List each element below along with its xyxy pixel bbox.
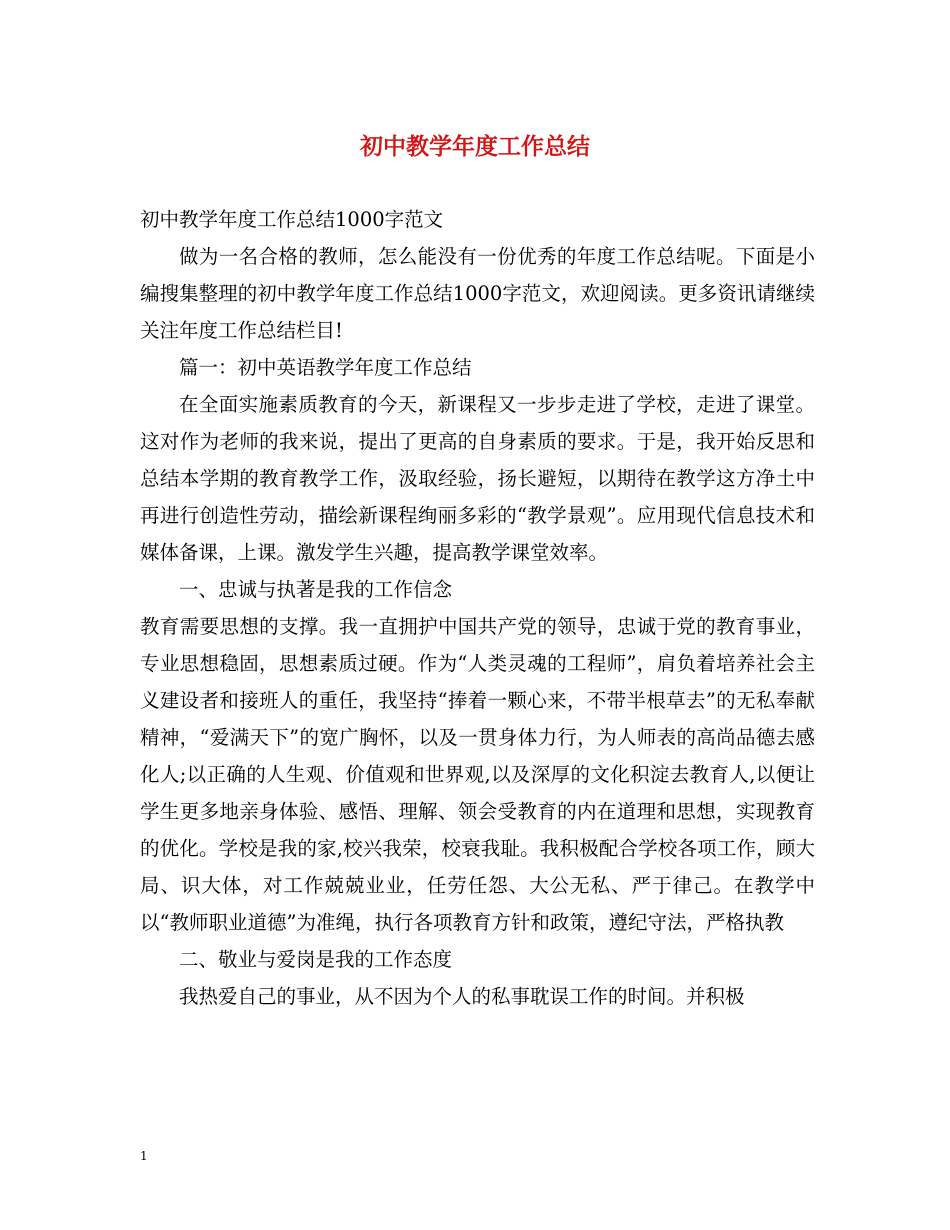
paragraph: 在全面实施素质教育的今天，新课程又一步步走进了学校，走进了课堂。这对作为老师的我来说，提出了更高的自身素质的要求。于是，我开始反思和总结本学期的教育教学工作，汲取经验，扬长避短，以期待在教学这方净土中再进行创造性劳动，描绘新课程绚丽多彩的“教学景观”。应用现代信息技术和媒体备课，上课。激发学生兴趣，提高教学课堂效率。	[140, 393, 815, 564]
section-heading: 二、敬业与爱岗是我的工作态度	[179, 948, 453, 971]
document-body	[140, 201, 815, 1015]
section-heading: 一、忠诚与执著是我的工作信念	[179, 578, 453, 601]
paragraph: 做为一名合格的教师，怎么能没有一份优秀的年度工作总结呢。下面是小编搜集整理的初中教学年度工作总结1000字范文，欢迎阅读。更多资讯请继续关注年度工作总结栏目!	[140, 245, 815, 342]
paragraph: 初中教学年度工作总结1000字范文	[140, 208, 444, 231]
page-number: 1	[140, 1149, 148, 1163]
paragraph: 我热爱自己的事业，从不因为个人的私事耽误工作的时间。并积极	[179, 985, 745, 1008]
paragraph: 教育需要思想的支撑。我一直拥护中国共产党的领导，忠诚于党的教育事业，专业思想稳固，思想素质过硬。作为“人类灵魂的工程师”，肩负着培养社会主义建设者和接班人的重任，我坚持“捧着一颗心来，不带半根草去”的无私奉献精神，“爱满天下”的宽广胸怀，以及一贯身体力行，为人师表的高尚品德去感化人;以正确的人生观、价值观和世界观,以及深厚的文化积淀去教育人,以便让学生更多地亲身体验、感悟、理解、领会受教育的内在道理和思想，实现教育的优化。学校是我的家,校兴我荣，校衰我耻。我积极配合学校各项工作，顾大局、识大体，对工作兢兢业业，任劳任怨、大公无私、严于律己。在教学中以“教师职业道德”为准绳，执行各项教育方针和政策，遵纪守法，严格执教	[140, 615, 815, 934]
document-title: 初中教学年度工作总结	[360, 133, 590, 160]
paragraph: 篇一：初中英语教学年度工作总结	[179, 356, 472, 379]
